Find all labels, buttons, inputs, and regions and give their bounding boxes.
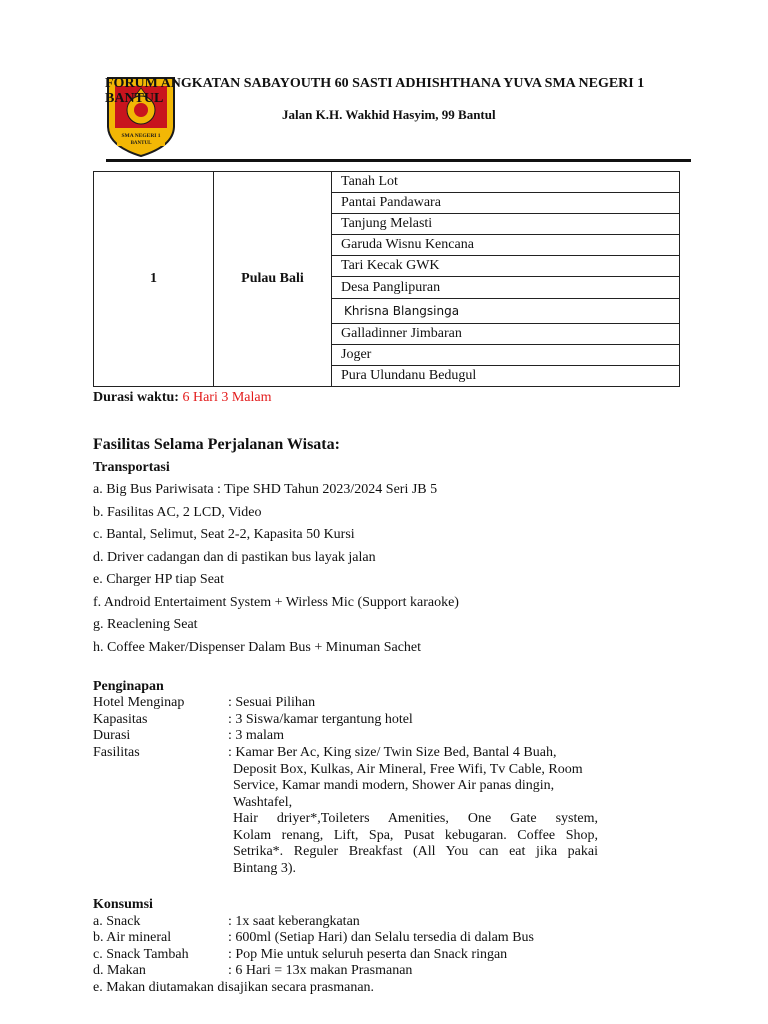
transport-item: h. Coffee Maker/Dispenser Dalam Bus + Minuman Sachet — [93, 640, 422, 655]
consumption-heading: Konsumsi — [93, 897, 153, 912]
lodging-value: : Kamar Ber Ac, King size/ Twin Size Bed, Bantal 4 Buah, — [228, 745, 557, 760]
consumption-note: e. Makan diutamakan disajikan secara prasmanan. — [93, 980, 375, 995]
lodging-value: : 3 malam — [228, 728, 284, 743]
destination-number: 1 — [94, 172, 214, 387]
consumption-value: : 6 Hari = 13x makan Prasmanan — [228, 963, 413, 978]
consumption-label: a. Snack — [93, 914, 141, 929]
destination-place: Garuda Wisnu Kencana — [332, 235, 680, 256]
facility-line: Service, Kamar mandi modern, Shower Air panas dingin, — [233, 778, 555, 793]
lodging-heading: Penginapan — [93, 679, 164, 694]
facilities-heading: Fasilitas Selama Perjalanan Wisata: — [93, 436, 340, 453]
destination-place: Tanah Lot — [332, 172, 680, 193]
transport-item: a. Big Bus Pariwisata : Tipe SHD Tahun 2023/2024 Seri JB 5 — [93, 482, 438, 497]
header-divider — [106, 159, 691, 162]
transport-item: g. Reaclening Seat — [93, 617, 198, 632]
logo-text-top: SMA NEGERI 1 — [121, 133, 161, 139]
destination-place: Galladinner Jimbaran — [332, 323, 680, 344]
consumption-value: : Pop Mie untuk seluruh peserta dan Snack ringan — [228, 947, 508, 962]
transport-item: e. Charger HP tiap Seat — [93, 572, 225, 587]
consumption-value: : 600ml (Setiap Hari) dan Selalu tersedia di dalam Bus — [228, 930, 534, 945]
destination-place: Joger — [332, 344, 680, 365]
destination-region: Pulau Bali — [214, 172, 332, 387]
destination-place: Desa Panglipuran — [332, 277, 680, 298]
destination-place: Pura Ulundanu Bedugul — [332, 365, 680, 386]
table-row — [94, 172, 680, 193]
duration-value: 6 Hari 3 Malam — [182, 390, 272, 405]
transport-heading: Transportasi — [93, 460, 170, 475]
lodging-label: Hotel Menginap — [93, 695, 185, 710]
lodging-facilities-text — [228, 745, 598, 877]
consumption-label: b. Air mineral — [93, 930, 172, 945]
destination-place: Khrisna Blangsinga — [332, 298, 680, 323]
organization-address: Jalan K.H. Wakhid Hasyim, 99 Bantul — [282, 107, 496, 122]
consumption-label: d. Makan — [93, 963, 146, 978]
organization-name: FORUM ANGKATAN SABAYOUTH 60 SASTI ADHISHTHANA YUVA SMA NEGERI 1 BANTUL — [105, 76, 645, 106]
consumption-label: c. Snack Tambah — [93, 947, 189, 962]
lodging-label: Durasi — [93, 728, 131, 743]
facility-line: Deposit Box, Kulkas, Air Mineral, Free Wifi, Tv Cable, Room — [233, 761, 583, 777]
consumption-value: : 1x saat keberangkatan — [228, 914, 360, 929]
facility-line: Bintang 3). — [233, 860, 296, 876]
transport-item: c. Bantal, Selimut, Seat 2-2, Kapasita 50 Kursi — [93, 527, 355, 542]
facility-line: Setrika*. Reguler Breakfast (All You can eat jika pakai — [233, 844, 598, 859]
duration-line — [93, 390, 272, 406]
duration-label: Durasi waktu: — [93, 390, 179, 405]
destination-place: Pantai Pandawara — [332, 193, 680, 214]
logo-text-bottom: BANTUL — [130, 141, 152, 146]
transport-item: f. Android Entertaiment System + Wirless Mic (Support karaoke) — [93, 595, 459, 610]
destination-place: Tari Kecak GWK — [332, 256, 680, 277]
destination-table — [93, 171, 680, 387]
facility-line: Washtafel, — [233, 794, 293, 810]
facility-line: Kolam renang, Lift, Spa, Pusat kebugaran. Coffee Shop, — [233, 827, 598, 843]
lodging-label: Kapasitas — [93, 712, 148, 727]
facility-line: Hair driyer*,Toileters Amenities, One Gate system, — [233, 811, 598, 826]
transport-item: d. Driver cadangan dan di pastikan bus layak jalan — [93, 550, 376, 565]
transport-item: b. Fasilitas AC, 2 LCD, Video — [93, 505, 262, 520]
lodging-value: : Sesuai Pilihan — [228, 695, 316, 710]
destination-place: Tanjung Melasti — [332, 214, 680, 235]
lodging-value: : 3 Siswa/kamar tergantung hotel — [228, 712, 413, 727]
lodging-label: Fasilitas — [93, 745, 140, 760]
